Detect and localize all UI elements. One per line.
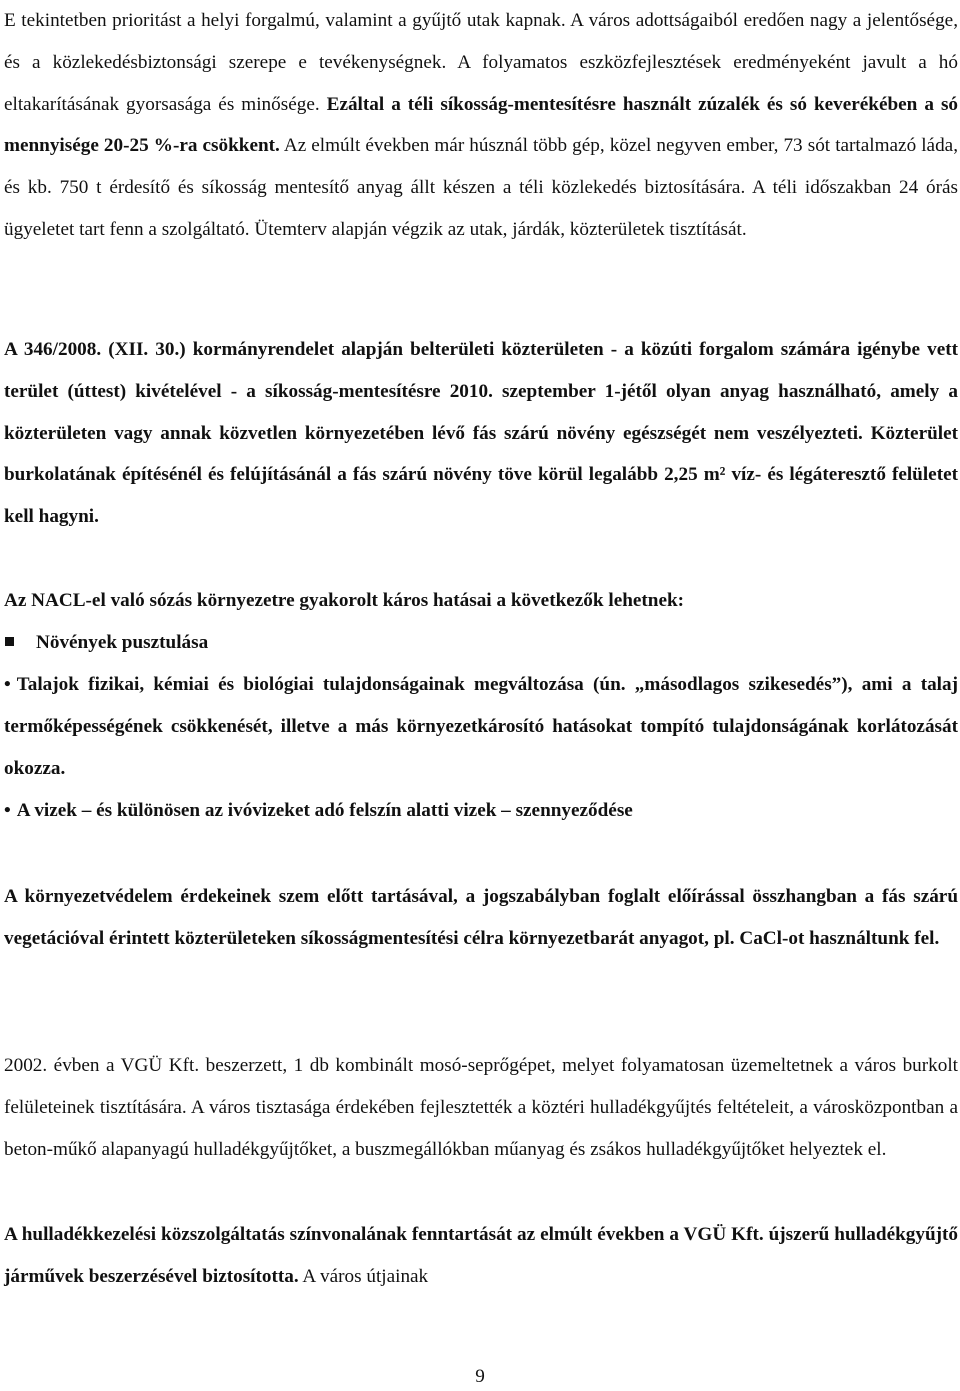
page-number: 9 bbox=[475, 1366, 485, 1387]
city-roads-text: A város útjainak bbox=[298, 1265, 429, 1287]
winter-maintenance-text: E tekintetben prioritást a helyi forgalmú, valamint a gyűjtő utak kapnak. A város adottságaiból eredően nagy a jelentősége, és a közlekedésbiztonsági szerepe e tevékenységnek. A folyamatos eszközfejlesztések eredményeként javult a hó eltakarításának gyorsasága és minősége. bbox=[4, 10, 958, 115]
bullet-icon: • bbox=[4, 800, 11, 821]
paragraph-waste-management bbox=[4, 1214, 958, 1298]
list-item-label: Talajok fizikai, kémiai és biológiai tulajdonságainak megváltozása (ún. „másodlagos szikesedés”), ami a talaj termőképességének csökkenését, illetve a más környezetkárosító hatásokat tompító tulajdonságának korlátozását okozza. bbox=[4, 674, 958, 779]
square-bullet-icon bbox=[5, 637, 14, 646]
list-item-soil-properties bbox=[4, 664, 958, 789]
waste-service-text: A hulladékkezelési közszolgáltatás színvonalának fenntartását az elmúlt években a VGÜ Kft. újszerű hulladékgyűjtő járművek beszerzésével biztosította. bbox=[4, 1224, 958, 1287]
list-item-plant-death bbox=[4, 622, 958, 664]
salt-reduction-text: Ezáltal a téli síkosság-mentesítésre használt zúzalék és só keverékében a só mennyisége 20-25 %-ra csökkent. bbox=[4, 93, 958, 157]
list-item-label: Növények pusztulása bbox=[36, 632, 209, 653]
list-item-label: A vizek – és különösen az ivóvizeket adó felszín alatti vizek – szennyeződése bbox=[16, 800, 633, 821]
bullet-icon: • bbox=[4, 674, 11, 695]
paragraph-environmental-protection: A környezetvédelem érdekeinek szem előtt tartásával, a jogszabályban foglalt előírással összhangban a fás szárú vegetációval érintett közterületeken síkosságmentesítési célra környezetbarát anyagot, pl. CaCl-ot használtunk fel. bbox=[4, 886, 958, 949]
winter-resources-text: Az elmúlt években már húsznál több gép, közel negyven ember, 73 sót tartalmazó láda, és kb. 750 t érdesítő és síkosság mentesítő anyag állt készen a téli közlekedés biztosítására. A téli időszakban 24 órás ügyeletet tart fenn a szolgáltató. Ütemterv alapján végzik az utak, járdák, közterületek tisztítását. bbox=[4, 135, 958, 240]
paragraph-salt-effects-heading: Az NACL-el való sózás környezetre gyakorolt káros hatásai a következők lehetnek: bbox=[4, 590, 685, 611]
paragraph-winter-maintenance bbox=[4, 0, 958, 251]
paragraph-government-decree: A 346/2008. (XII. 30.) kormányrendelet alapján belterületi közterületen - a közúti forgalom számára igénybe vett terület (úttest) kivételével - a síkosság-mentesítésre 2010. szeptember 1-jétől olyan anyag használható, amely a közterületen vagy annak közvetlen környezetében lévő fás szárú növény egészségét nem veszélyezteti. Közterület burkolatának építésénél és felújításánál a fás szárú növény töve körül legalább 2,25 m² víz- és légáteresztő felületet kell hagyni. bbox=[4, 339, 958, 528]
list-item-water-pollution bbox=[4, 790, 958, 832]
paragraph-street-cleaning: 2002. évben a VGÜ Kft. beszerzett, 1 db kombinált mosó-seprőgépet, melyet folyamatosan üzemeltetnek a város burkolt felületeinek tisztítására. A város tisztasága érdekében fejlesztették a köztéri hulladékgyűjtés feltételeit, a városközpontban a beton-műkő alapanyagú hulladékgyűjtőket, a buszmegállókban műanyag és zsákos hulladékgyűjtőket helyeztek el. bbox=[4, 1055, 958, 1160]
